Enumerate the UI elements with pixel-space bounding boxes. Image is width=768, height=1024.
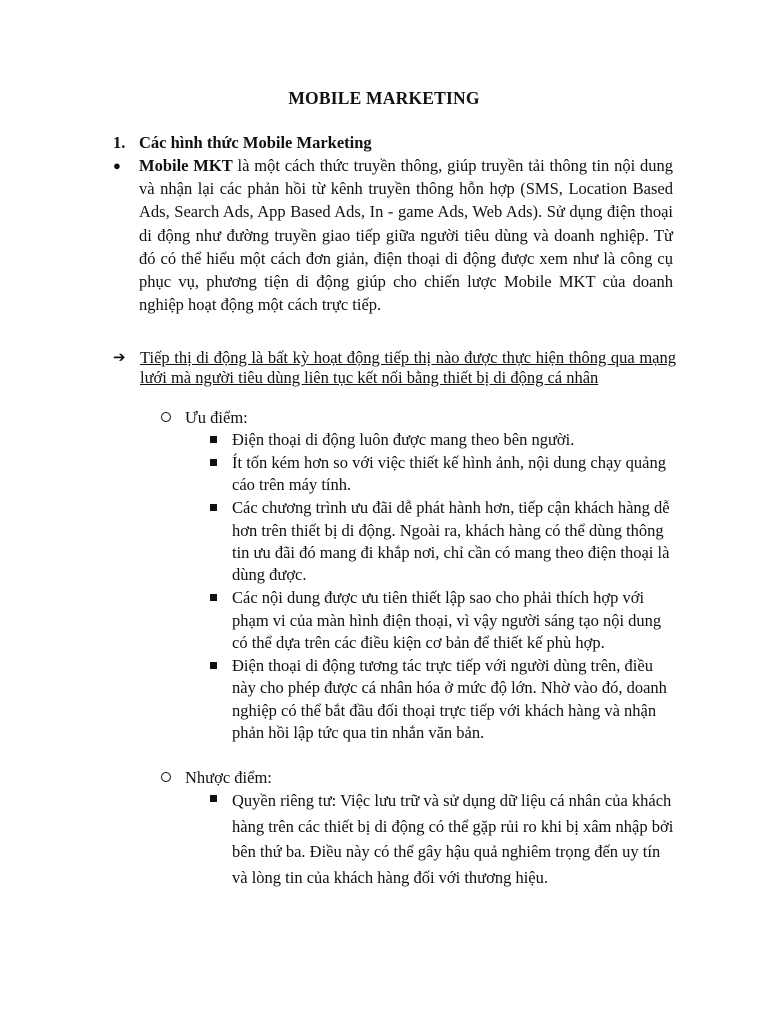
filled-circle-bullet-icon: ● [113, 158, 121, 173]
definition-item [113, 348, 676, 387]
pros-item-text: Điện thoại di động luôn được mang theo bên người. [232, 430, 575, 449]
document-title: MOBILE MARKETING [288, 88, 480, 108]
intro-paragraph [113, 154, 673, 316]
square-bullet-icon [210, 594, 217, 601]
cons-list [210, 788, 676, 890]
cons-heading [161, 768, 272, 788]
list-item [210, 788, 676, 890]
section-number: 1. [113, 133, 126, 152]
cons-label: Nhược điểm: [185, 768, 272, 787]
section-heading [113, 133, 372, 153]
intro-text [139, 154, 673, 316]
pros-heading [161, 408, 248, 428]
pros-item-text: Các nội dung được ưu tiên thiết lập sao cho phải thích hợp với phạm vi của màn hình điện thoại, vì vậy người sáng tạo nội dung có thể dựa trên các điều kiện cơ bản để thiết kế phù hợp. [232, 588, 662, 653]
square-bullet-icon [210, 504, 217, 511]
pros-item-text: Ít tốn kém hơn so với việc thiết kế hình ảnh, nội dung chạy quảng cáo trên máy tính. [232, 452, 666, 495]
pros-item-text: Các chương trình ưu đãi dễ phát hành hơn, tiếp cận khách hàng dễ hơn trên thiết bị di động. Ngoài ra, khách hàng có thể dùng thông tin ưu đãi đó mang đi khắp nơi, chỉ cần có mang theo điện thoại là dùng được. [232, 498, 670, 585]
square-bullet-icon [210, 662, 217, 669]
pros-item-text: Điện thoại di động tương tác trực tiếp với người dùng trên, điều này cho phép được cá nhân hóa ở mức độ lớn. Nhờ vào đó, doanh nghiệp có thể bắt đầu đối thoại trực tiếp với khách hàng và nhận phản hồi lập tức qua tin nhắn văn bản. [232, 656, 667, 743]
list-item [210, 452, 676, 497]
list-item [210, 587, 676, 654]
square-bullet-icon [210, 459, 217, 466]
arrow-right-icon: ➔ [113, 348, 126, 366]
square-bullet-icon [210, 436, 217, 443]
intro-body: là một cách thức truyền thông, giúp truyền tải thông tin nội dung và nhận lại các phản hồi từ kênh truyền thông hỗn hợp (SMS, Location Based Ads, Search Ads, App Based Ads, In - game Ads, Web Ads). Sử dụng điện thoại di động như đường truyền giao tiếp giữa người tiêu dùng và doanh nghiệp. Từ đó có thể hiểu một cách đơn giản, điện thoại di động được xem như là công cụ phục vụ, phương tiện di động giúp cho chiến lược Mobile MKT của doanh nghiệp hoạt động một cách trực tiếp. [139, 156, 674, 315]
list-item [210, 497, 676, 587]
list-item [210, 655, 676, 745]
pros-label: Ưu điểm: [185, 408, 248, 427]
cons-item-text: Quyền riêng tư: Việc lưu trữ và sử dụng dữ liệu cá nhân của khách hàng trên các thiết bị di động có thể gặp rủi ro khi bị xâm nhập bởi bên thứ ba. Điều này có thể gây hậu quả nghiêm trọng đến uy tín và lòng tin của khách hàng đối với thương hiệu. [232, 791, 674, 887]
definition-text: Tiếp thị di động là bất kỳ hoạt động tiếp thị nào được thực hiện thông qua mạng lưới mà người tiêu dùng liên tục kết nối bằng thiết bị di động cá nhân [140, 348, 676, 387]
hollow-circle-bullet-icon [161, 412, 171, 422]
hollow-circle-bullet-icon [161, 772, 171, 782]
intro-bold-term: Mobile MKT [139, 156, 233, 175]
square-bullet-icon [210, 795, 217, 802]
pros-list [210, 429, 676, 745]
list-item [210, 429, 676, 451]
section-heading-text: Các hình thức Mobile Marketing [139, 133, 372, 152]
